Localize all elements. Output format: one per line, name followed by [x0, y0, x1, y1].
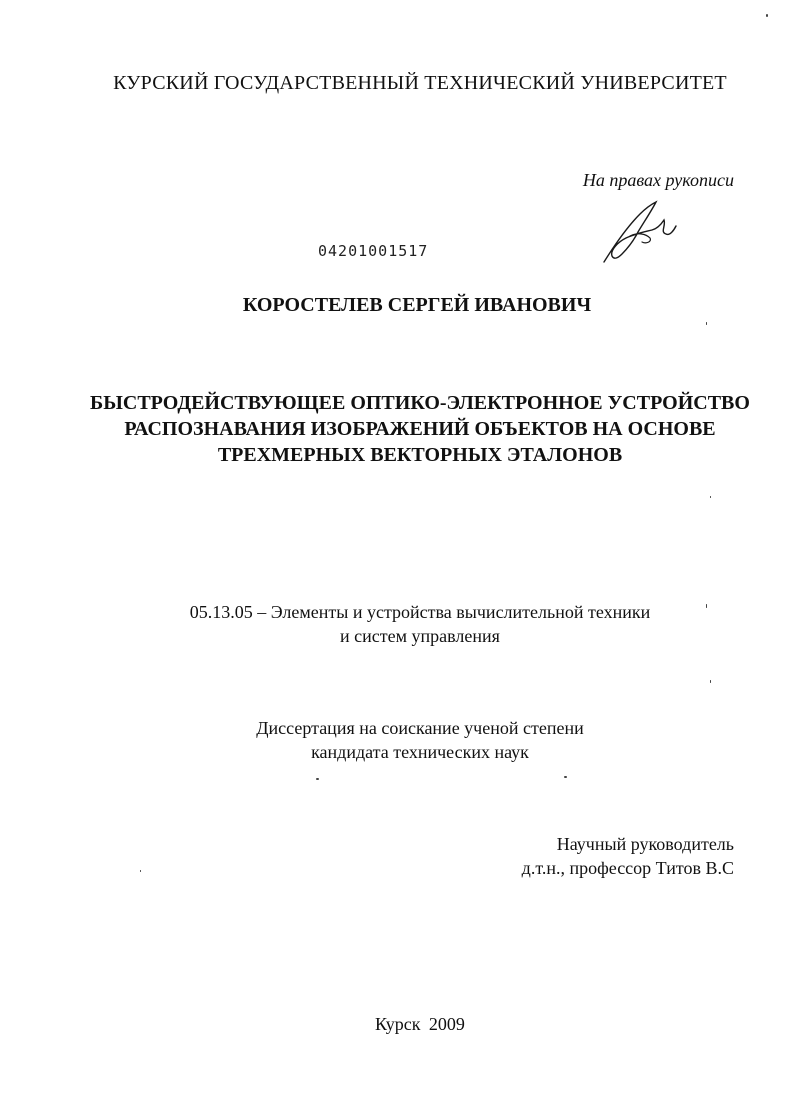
specialty-code	[0, 600, 794, 648]
catalog-code: 04201001517	[318, 242, 429, 260]
scan-speck	[710, 496, 711, 498]
title-line: БЫСТРОДЕЙСТВУЮЩЕЕ ОПТИКО-ЭЛЕКТРОННОЕ УСТРОЙСТВО	[90, 392, 750, 414]
university-name: КУРСКИЙ ГОСУДАРСТВЕННЫЙ ТЕХНИЧЕСКИЙ УНИВЕРСИТЕТ	[113, 72, 727, 94]
degree-line: кандидата технических наук	[311, 742, 529, 762]
specialty-line: и систем управления	[340, 626, 500, 646]
degree-line: Диссертация на соискание ученой степени	[256, 718, 584, 738]
scan-speck	[710, 680, 711, 683]
advisor-name: д.т.н., профессор Титов В.С	[521, 858, 734, 878]
specialty-line: 05.13.05 – Элементы и устройства вычислительной техники	[189, 602, 651, 622]
scan-speck	[706, 604, 707, 608]
title-line: ТРЕХМЕРНЫХ ВЕКТОРНЫХ ЭТАЛОНОВ	[217, 444, 623, 466]
advisor-role: Научный руководитель	[556, 834, 734, 854]
scan-speck	[140, 870, 141, 872]
scan-speck	[766, 14, 768, 17]
scan-speck	[706, 322, 707, 325]
author-name: КОРОСТЕЛЕВ СЕРГЕЙ ИВАНОВИЧ	[242, 294, 592, 316]
handwritten-signature	[594, 196, 684, 268]
title-line: РАСПОЗНАВАНИЯ ИЗОБРАЖЕНИЙ ОБЪЕКТОВ НА ОСНОВЕ	[124, 418, 716, 440]
degree-statement	[0, 716, 794, 764]
scan-speck	[564, 776, 567, 778]
scientific-advisor	[522, 832, 734, 880]
scan-speck	[316, 778, 319, 780]
dissertation-title	[0, 390, 794, 468]
manuscript-note: На правах рукописи	[582, 170, 734, 190]
city-year: Курск 2009	[375, 1014, 465, 1034]
